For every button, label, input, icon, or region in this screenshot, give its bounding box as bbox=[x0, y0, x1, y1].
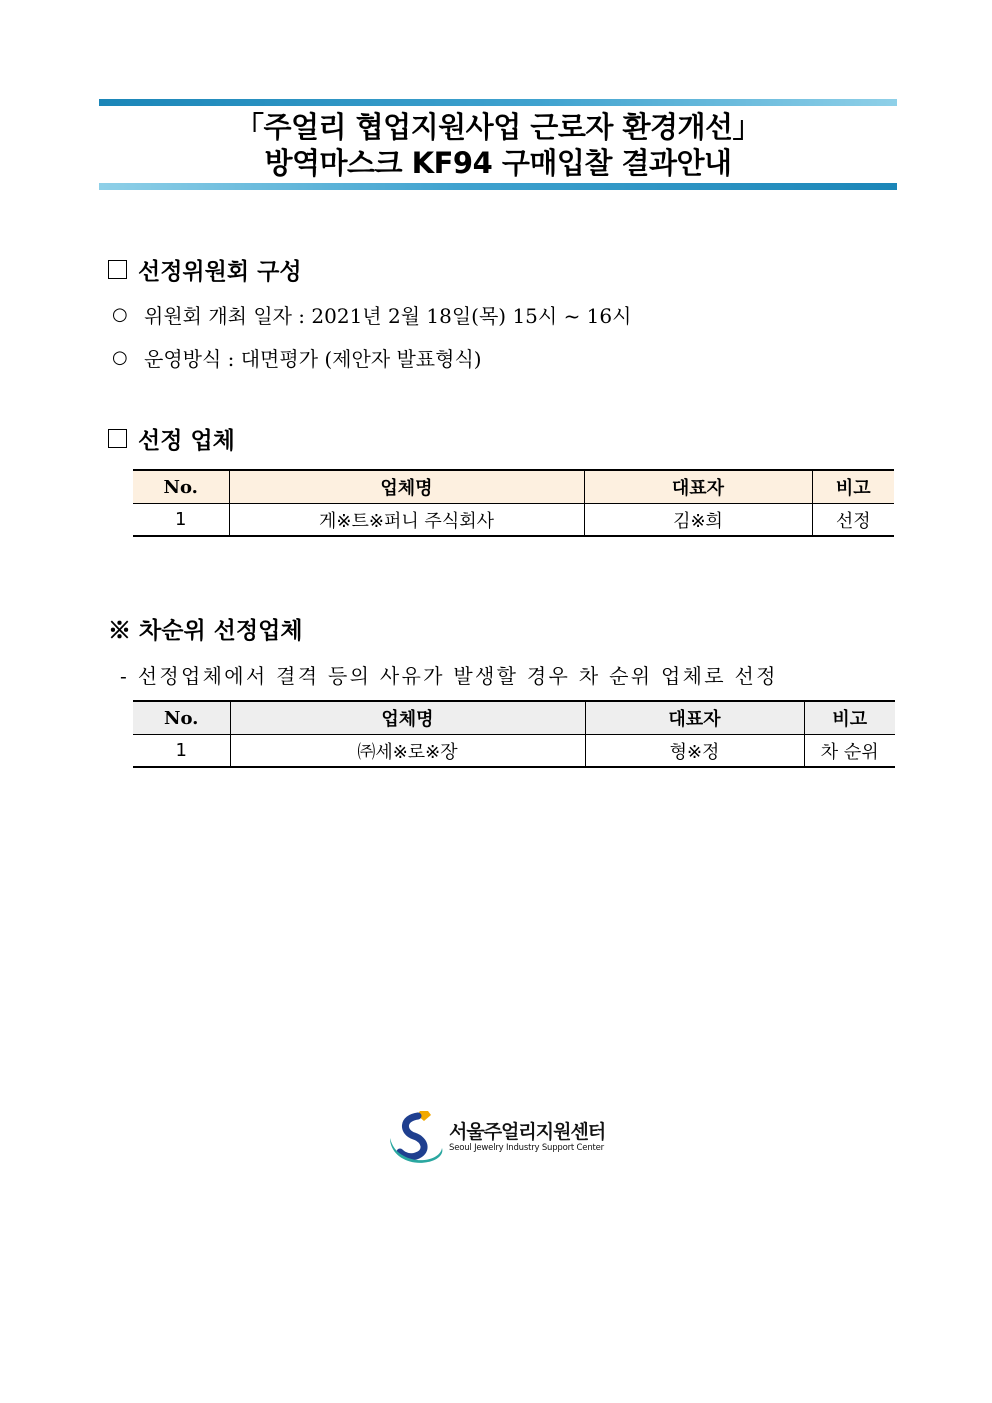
section-committee-heading bbox=[108, 253, 302, 286]
cell-representative: 형※정 bbox=[585, 735, 804, 768]
checkbox-icon bbox=[108, 260, 127, 279]
circle-bullet-icon: ○ bbox=[112, 304, 128, 325]
section-runner-up-heading bbox=[108, 612, 303, 645]
header-no: No. bbox=[133, 701, 230, 735]
logo-name-english: Seoul Jewelry Industry Support Center bbox=[449, 1143, 604, 1153]
title-line-1: 「주얼리 협업지원사업 근로자 환경개선」 bbox=[234, 109, 761, 144]
document-title bbox=[99, 106, 897, 183]
title-line-2: 방역마스크 KF94 구매입찰 결과안내 bbox=[264, 145, 732, 180]
committee-date-text: 위원회 개최 일자 : 2021년 2월 18일(목) 15시 ~ 16시 bbox=[144, 304, 632, 328]
section-selected-title: 선정 업체 bbox=[138, 427, 235, 454]
logo-name-korean: 서울주얼리지원센터 bbox=[449, 1121, 606, 1143]
circle-bullet-icon: ○ bbox=[112, 347, 128, 368]
cell-no: 1 bbox=[133, 735, 230, 768]
header-no: No. bbox=[133, 470, 229, 504]
header-company: 업체명 bbox=[229, 470, 584, 504]
section-committee-title: 선정위원회 구성 bbox=[138, 258, 302, 285]
committee-method-text: 운영방식 : 대면평가 (제안자 발표형식) bbox=[144, 347, 482, 371]
section-runner-up-title: ※ 차순위 선정업체 bbox=[108, 617, 303, 644]
header-remarks: 비고 bbox=[812, 470, 894, 504]
committee-method-line bbox=[112, 343, 482, 372]
header-company: 업체명 bbox=[230, 701, 585, 735]
cell-company: 게※트※퍼니 주식회사 bbox=[229, 504, 584, 537]
runner-up-note: - 선정업체에서 결격 등의 사유가 발생할 경우 차 순위 업체로 선정 bbox=[120, 664, 778, 688]
header-representative: 대표자 bbox=[585, 701, 804, 735]
cell-remarks: 선정 bbox=[812, 504, 894, 537]
section-selected-heading bbox=[108, 422, 235, 455]
selected-company-table bbox=[133, 469, 894, 537]
title-bar-top bbox=[99, 99, 897, 106]
cell-company: ㈜세※로※장 bbox=[230, 735, 585, 768]
title-bar-bottom bbox=[99, 183, 897, 190]
cell-no: 1 bbox=[133, 504, 229, 537]
table-row bbox=[133, 735, 895, 768]
runner-up-company-table bbox=[133, 700, 895, 768]
committee-date-line bbox=[112, 300, 631, 329]
table-header-row bbox=[133, 701, 895, 735]
table-header-row bbox=[133, 470, 894, 504]
cell-remarks: 차 순위 bbox=[804, 735, 895, 768]
header-remarks: 비고 bbox=[804, 701, 895, 735]
header-representative: 대표자 bbox=[584, 470, 812, 504]
cell-representative: 김※희 bbox=[584, 504, 812, 537]
table-row bbox=[133, 504, 894, 537]
checkbox-icon bbox=[108, 429, 127, 448]
